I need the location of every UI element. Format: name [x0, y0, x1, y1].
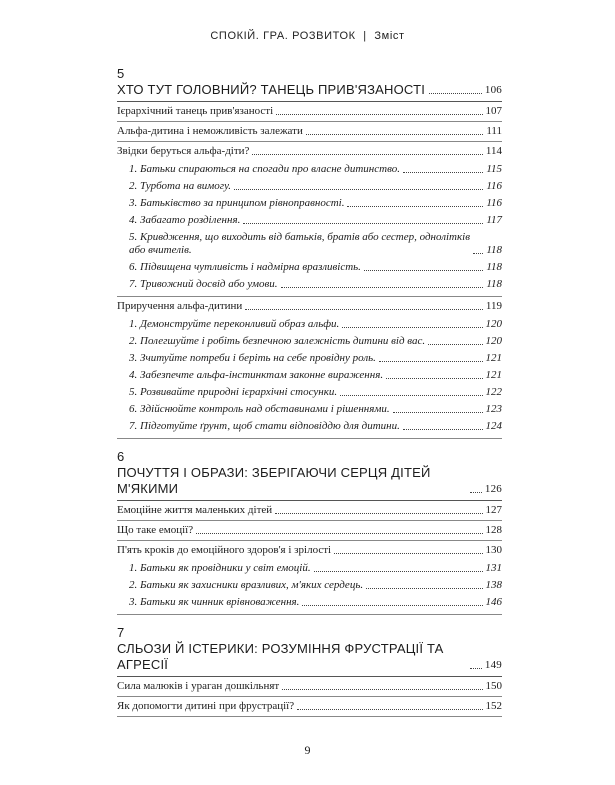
subsection-page: 122	[485, 386, 502, 398]
section-page: 150	[485, 680, 502, 692]
dot-leader	[364, 270, 483, 271]
subsection-title: 2. Батьки як захисники вразливих, м'яких сердець.	[129, 579, 364, 591]
dot-leader	[428, 344, 482, 345]
section-entry[interactable]	[117, 102, 502, 122]
chapter-title: ХТО ТУТ ГОЛОВНИЙ? ТАНЕЦЬ ПРИВ'ЯЗАНОСТІ	[117, 82, 426, 97]
header-separator: |	[363, 30, 367, 42]
section-title: Як допомогти дитині при фрустрації?	[117, 700, 295, 712]
subsection-entry[interactable]	[117, 212, 502, 229]
table-of-contents	[117, 66, 502, 727]
page-number: 9	[304, 743, 311, 757]
subsection-title: 5. Кривдження, що виходить від батьків, братів або сестер, однолітків або вчителів.	[129, 231, 470, 256]
section-group	[117, 142, 502, 297]
subsection-entry[interactable]	[117, 350, 502, 367]
subsection-page: 146	[485, 596, 502, 608]
section-page: 127	[485, 504, 502, 516]
subsection-title: 7. Тривожний досвід або умови.	[129, 278, 278, 290]
section-entry[interactable]	[117, 541, 502, 560]
dot-leader	[282, 689, 482, 690]
subsection-entry[interactable]	[117, 276, 502, 293]
subsection-entry[interactable]	[117, 418, 502, 435]
subsection-page: 138	[485, 579, 502, 591]
dot-leader	[403, 172, 483, 173]
section-title: Звідки беруться альфа-діти?	[117, 145, 250, 157]
section-page: 111	[486, 125, 502, 137]
subsection-title: 2. Полегшуйте і робіть безпечною залежність дитини від вас.	[129, 335, 426, 347]
subsection-title: 4. Забагато розділення.	[129, 214, 241, 226]
section-page: 114	[485, 145, 502, 157]
subsection-entry[interactable]	[117, 229, 502, 259]
section-title: П'ять кроків до емоційного здоров'я і зрілості	[117, 544, 332, 556]
dot-leader	[342, 327, 482, 328]
section-page: 119	[485, 300, 502, 312]
section-title: Що таке емоції?	[117, 524, 194, 536]
chapter-title: СЛЬОЗИ Й ІСТЕРИКИ: РОЗУМІННЯ ФРУСТРАЦІЇ ТА АГРЕСІЇ	[117, 641, 444, 672]
subsection-page: 118	[486, 278, 502, 290]
section-group	[117, 297, 502, 439]
dot-leader	[196, 533, 482, 534]
subsection-entry[interactable]	[117, 178, 502, 195]
dot-leader	[252, 154, 482, 155]
dot-leader	[340, 395, 482, 396]
toc-chapter	[117, 625, 502, 717]
dot-leader	[243, 223, 483, 224]
subsection-title: 3. Батьківство за принципом рівноправності.	[129, 197, 345, 209]
subsection-title: 1. Демонструйте переконливий образ альфи.	[129, 318, 340, 330]
subsection-entry[interactable]	[117, 401, 502, 418]
chapter-page: 149	[484, 659, 502, 671]
dot-leader	[393, 412, 483, 413]
subsection-page: 120	[485, 335, 502, 347]
toc-chapter	[117, 449, 502, 615]
header-book-title: СПОКІЙ. ГРА. РОЗВИТОК	[210, 30, 356, 42]
chapter-title-row[interactable]	[117, 465, 502, 501]
dot-leader	[245, 309, 483, 310]
dot-leader	[281, 287, 484, 288]
subsection-entry[interactable]	[117, 577, 502, 594]
chapter-title-row[interactable]	[117, 641, 502, 677]
chapter-page: 106	[484, 84, 502, 96]
dot-leader	[276, 114, 482, 115]
subsection-title: 6. Здійснюйте контроль над обставинами і рішеннями.	[129, 403, 390, 415]
section-entry[interactable]	[117, 142, 502, 161]
dot-leader	[403, 429, 483, 430]
toc-chapter	[117, 66, 502, 439]
subsection-entry[interactable]	[117, 333, 502, 350]
dot-leader	[314, 571, 483, 572]
dot-leader	[366, 588, 482, 589]
subsection-title: 1. Батьки спираються на спогади про власне дитинство.	[129, 163, 400, 175]
dot-leader	[470, 492, 482, 493]
section-entry[interactable]	[117, 521, 502, 541]
subsection-page: 115	[486, 163, 502, 175]
section-entry[interactable]	[117, 122, 502, 142]
section-page: 107	[485, 105, 502, 117]
subsection-title: 4. Забезпечте альфа-інстинктам законне вираження.	[129, 369, 384, 381]
subsection-page: 131	[485, 562, 502, 574]
chapter-title-row[interactable]	[117, 82, 502, 102]
subsection-entry[interactable]	[117, 384, 502, 401]
subsection-page: 123	[485, 403, 502, 415]
section-entry[interactable]	[117, 297, 502, 316]
section-title: Ієрархічний танець прив'язаності	[117, 105, 274, 117]
dot-leader	[297, 709, 482, 710]
subsection-page: 116	[486, 180, 502, 192]
dot-leader	[347, 206, 483, 207]
dot-leader	[379, 361, 483, 362]
subsection-title: 5. Розвивайте природні ієрархічні стосунки.	[129, 386, 338, 398]
dot-leader	[302, 605, 482, 606]
subsection-title: 1. Батьки як провідники у світ емоцій.	[129, 562, 311, 574]
dot-leader	[306, 134, 483, 135]
chapter-number: 6	[117, 449, 125, 464]
subsection-title: 6. Підвищена чутливість і надмірна вразливість.	[129, 261, 361, 273]
dot-leader	[429, 93, 482, 94]
dot-leader	[334, 553, 482, 554]
subsection-title: 7. Підготуйте ґрунт, щоб стати відповіддю для дитини.	[129, 420, 400, 432]
subsection-entry[interactable]	[117, 195, 502, 212]
section-page: 130	[485, 544, 502, 556]
subsection-entry[interactable]	[117, 367, 502, 384]
subsection-page: 124	[485, 420, 502, 432]
subsection-page: 120	[485, 318, 502, 330]
subsection-title: 2. Турбота на вимогу.	[129, 180, 232, 192]
dot-leader	[386, 378, 482, 379]
subsection-title: 3. Батьки як чинник врівноваження.	[129, 596, 300, 608]
section-title: Сила малюків і ураган дошкільнят	[117, 680, 280, 692]
dot-leader	[234, 189, 483, 190]
subsection-entry[interactable]	[117, 594, 502, 611]
section-title: Альфа-дитина і неможливість залежати	[117, 125, 303, 137]
dot-leader	[275, 513, 482, 514]
chapter-page: 126	[484, 483, 502, 495]
subsection-page: 121	[485, 369, 502, 381]
dot-leader	[470, 668, 482, 669]
section-title: Приручення альфа-дитини	[117, 300, 243, 312]
subsection-entry[interactable]	[117, 560, 502, 577]
section-group	[117, 541, 502, 615]
section-page: 152	[485, 700, 502, 712]
subsection-page: 118	[486, 261, 502, 273]
section-title: Емоційне життя маленьких дітей	[117, 504, 273, 516]
chapter-number: 7	[117, 625, 125, 640]
subsection-page: 116	[486, 197, 502, 209]
subsection-page: 118	[486, 244, 502, 256]
section-entry[interactable]	[117, 501, 502, 521]
section-entry[interactable]	[117, 677, 502, 697]
chapter-number: 5	[117, 66, 125, 81]
subsection-entry[interactable]	[117, 316, 502, 333]
chapter-title: ПОЧУТТЯ І ОБРАЗИ: ЗБЕРІГАЮЧИ СЕРЦЯ ДІТЕЙ М'ЯКИМИ	[117, 465, 431, 496]
subsection-page: 117	[486, 214, 502, 226]
header-section: Зміст	[374, 30, 405, 42]
subsection-page: 121	[485, 352, 502, 364]
subsection-entry[interactable]	[117, 161, 502, 178]
running-header	[0, 30, 615, 42]
subsection-entry[interactable]	[117, 259, 502, 276]
subsection-title: 3. Зчитуйте потреби і беріть на себе провідну роль.	[129, 352, 376, 364]
dot-leader	[473, 253, 483, 254]
section-page: 128	[485, 524, 502, 536]
section-entry[interactable]	[117, 697, 502, 717]
